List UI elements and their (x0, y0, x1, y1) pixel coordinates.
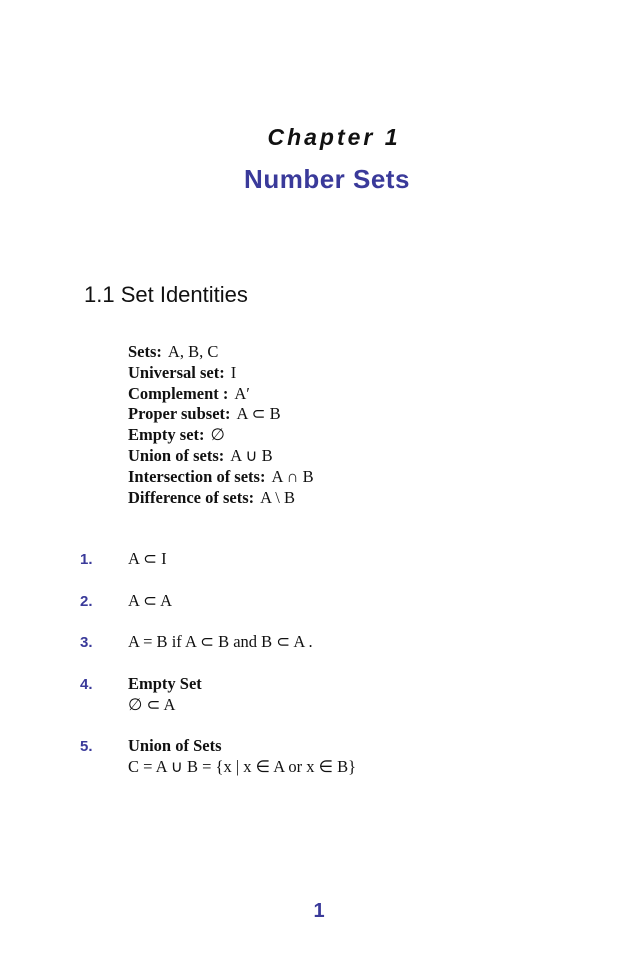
formula-line: A = B if A ⊂ B and B ⊂ A . (128, 632, 313, 651)
item-title: Empty Set (128, 674, 202, 693)
item-title: Union of Sets (128, 736, 222, 755)
chapter-title: Number Sets (244, 164, 410, 194)
definition-label: Proper subset: (128, 404, 231, 424)
definition-row (128, 384, 314, 405)
definition-row (128, 488, 314, 509)
definition-symbol: ∅ (210, 425, 225, 445)
formula-line: ∅ ⊂ A (128, 694, 176, 714)
item-body (128, 632, 313, 653)
definition-row (128, 446, 314, 467)
page-number: 1 (313, 900, 325, 922)
definition-row (128, 404, 314, 425)
definition-symbol: A \ B (260, 487, 295, 507)
item-body (128, 736, 356, 778)
definition-row (128, 342, 314, 363)
item-body (128, 674, 202, 716)
item-body (128, 591, 172, 612)
definition-row (128, 363, 314, 384)
definition-symbol: I (230, 362, 237, 382)
formula-line: C = A ∪ B = {x | x ∈ A or x ∈ B} (128, 756, 357, 776)
definition-label: Intersection of sets: (128, 466, 266, 486)
definition-label: Union of sets: (128, 445, 225, 465)
definition-symbol: A ∪ B (230, 445, 273, 465)
item-number: 4. (80, 676, 93, 693)
definition-label: Difference of sets: (128, 487, 255, 507)
definition-label: Empty set: (128, 425, 205, 445)
definition-symbol: A′ (234, 383, 250, 403)
item-number: 2. (80, 593, 93, 610)
item-number: 1. (80, 551, 93, 568)
definition-symbol: A ∩ B (271, 466, 314, 486)
definitions-block (128, 342, 314, 508)
definition-label: Universal set: (128, 362, 225, 382)
definition-label: Complement : (128, 383, 229, 403)
item-body (128, 549, 167, 570)
definition-label: Sets: (128, 342, 162, 361)
definition-symbol: A, B, C (167, 342, 219, 361)
definition-row (128, 425, 314, 446)
formula-line: A ⊂ A (128, 591, 173, 610)
chapter-label: Chapter 1 (267, 124, 401, 150)
item-number: 3. (80, 634, 93, 651)
definition-row (128, 467, 314, 488)
definition-symbol: A ⊂ B (236, 404, 281, 424)
section-heading: 1.1 Set Identities (84, 282, 248, 307)
item-number: 5. (80, 738, 93, 755)
formula-line: A ⊂ I (128, 549, 167, 568)
